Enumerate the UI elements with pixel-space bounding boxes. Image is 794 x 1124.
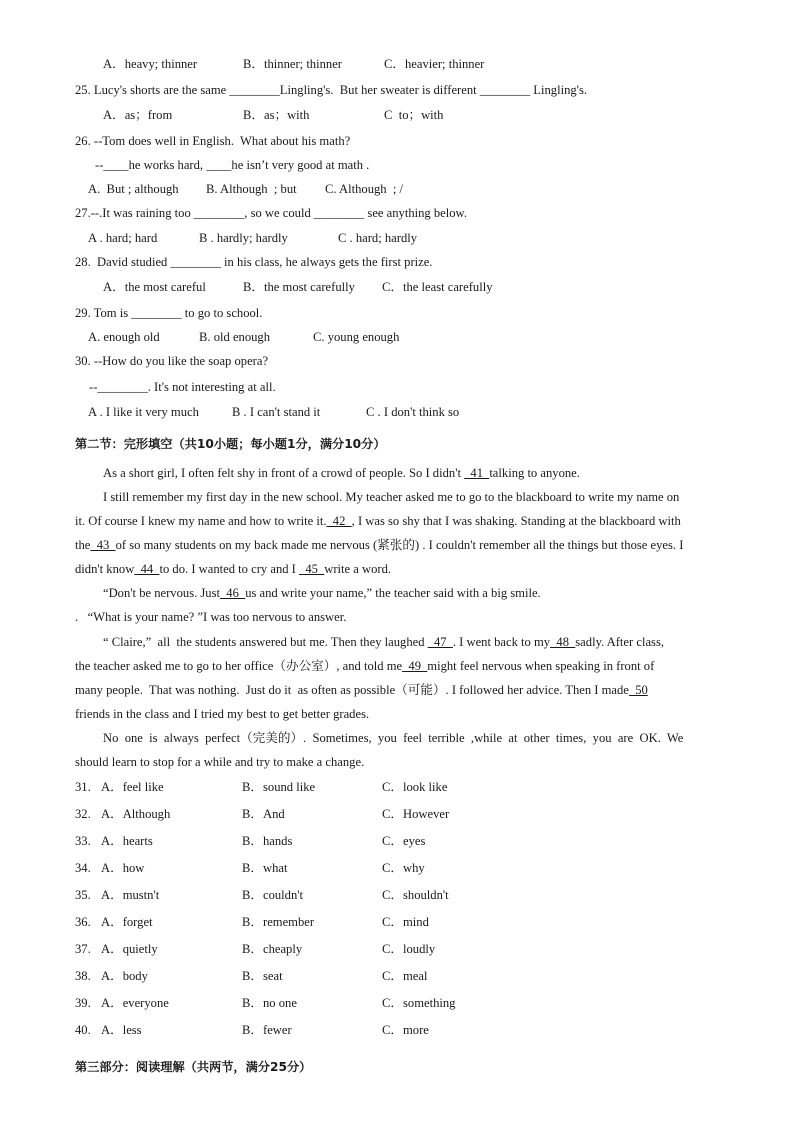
q25-option-b: B．as；with xyxy=(243,108,310,122)
choice-option-c: C．why xyxy=(382,861,425,875)
choice-number: 36. xyxy=(75,915,91,929)
choice-number: 32. xyxy=(75,807,91,821)
choice-option-a: A．body xyxy=(101,969,148,983)
passage-p6-line1: No one is always perfect（完美的）. Sometimes, you feel terrible ,while at other times, you are OK. We xyxy=(103,731,684,745)
passage-p2-line4: didn't know 44 to do. I wanted to cry and I 45 write a word. xyxy=(75,562,392,576)
choice-option-c: C．However xyxy=(382,807,450,821)
q24-option-a: A．heavy; thinner xyxy=(103,57,198,71)
q30-line2: --________. It's not interesting at all. xyxy=(89,380,276,394)
choice-option-c: C．meal xyxy=(382,969,428,983)
choice-option-c: C．more xyxy=(382,1023,429,1037)
q30-option-b: B . I can't stand it xyxy=(232,405,321,419)
choice-option-c: C．shouldn't xyxy=(382,888,449,902)
choice-option-b: B．remember xyxy=(242,915,315,929)
choice-number: 39. xyxy=(75,996,91,1010)
choice-option-a: A．mustn't xyxy=(101,888,160,902)
q25-option-c: C to；with xyxy=(384,108,444,122)
choice-option-b: B．hands xyxy=(242,834,293,848)
choice-number: 37. xyxy=(75,942,91,956)
passage-p5-line3: many people. That was nothing. Just do it as often as possible（可能）. I followed her advice. Then I made 50 xyxy=(75,683,648,697)
choice-option-b: B．no one xyxy=(242,996,297,1010)
q28-stem: 28. David studied ________ in his class, he always gets the first prize. xyxy=(75,255,433,269)
choice-option-a: A．everyone xyxy=(101,996,169,1010)
q24-option-c: C．heavier; thinner xyxy=(384,57,485,71)
q24-option-b: B．thinner; thinner xyxy=(243,57,342,71)
q29-option-a: A. enough old xyxy=(88,330,160,344)
section2-title: 第二节：完形填空（共10小题；每小题1分，满分10分） xyxy=(75,437,386,451)
passage-p4: . “What is your name? ”I was too nervous to answer. xyxy=(75,610,347,624)
q28-option-b: B．the most carefully xyxy=(243,280,355,294)
choice-option-b: B．what xyxy=(242,861,288,875)
q29-stem: 29. Tom is ________ to go to school. xyxy=(75,306,263,320)
passage-p1: As a short girl, I often felt shy in front of a crowd of people. So I didn't 41 talking to anyone. xyxy=(103,466,580,480)
choice-number: 33. xyxy=(75,834,91,848)
q26-option-c: C. Although ; / xyxy=(325,182,404,196)
choice-option-a: A．feel like xyxy=(101,780,164,794)
q30-option-a: A . I like it very much xyxy=(88,405,199,419)
q26-option-a: A. But ; although xyxy=(88,182,179,196)
q25-option-a: A．as；from xyxy=(103,108,173,122)
choice-option-b: B．sound like xyxy=(242,780,316,794)
passage-p6-line2: should learn to stop for a while and try to make a change. xyxy=(75,755,365,769)
q26-stem: 26. --Tom does well in English. What about his math? xyxy=(75,134,351,148)
choice-option-c: C．eyes xyxy=(382,834,426,848)
choice-option-a: A．Although xyxy=(101,807,171,821)
choice-option-c: C．loudly xyxy=(382,942,436,956)
choice-option-c: C．look like xyxy=(382,780,448,794)
q27-stem: 27.--.It was raining too ________, so we could ________ see anything below. xyxy=(75,206,467,220)
q30-stem: 30. --How do you like the soap opera? xyxy=(75,354,269,368)
q29-option-b: B. old enough xyxy=(199,330,271,344)
choice-option-b: B．And xyxy=(242,807,285,821)
passage-p2-line2: it. Of course I knew my name and how to write it. 42 , I was so shy that I was shaking. Standing at the blackboard with xyxy=(75,514,681,528)
choice-option-a: A．less xyxy=(101,1023,142,1037)
choice-number: 34. xyxy=(75,861,91,875)
q28-option-c: C．the least carefully xyxy=(382,280,493,294)
passage-p2-line1: I still remember my first day in the new school. My teacher asked me to go to the blackboard to write my name on xyxy=(103,490,680,504)
choice-option-b: B．cheaply xyxy=(242,942,303,956)
q26-option-b: B. Although ; but xyxy=(206,182,297,196)
q27-option-c: C . hard; hardly xyxy=(338,231,418,245)
choice-number: 35. xyxy=(75,888,91,902)
q25-stem: 25. Lucy's shorts are the same ________Lingling's. But her sweater is different ________ Lingling's. xyxy=(75,83,587,97)
q27-option-a: A . hard; hard xyxy=(88,231,158,245)
choice-option-c: C．something xyxy=(382,996,456,1010)
q28-option-a: A．the most careful xyxy=(103,280,206,294)
q29-option-c: C. young enough xyxy=(313,330,400,344)
choice-option-a: A．hearts xyxy=(101,834,153,848)
q27-option-b: B . hardly; hardly xyxy=(199,231,288,245)
choice-number: 40. xyxy=(75,1023,91,1037)
choice-option-a: A．forget xyxy=(101,915,153,929)
choice-option-a: A．quietly xyxy=(101,942,158,956)
choice-option-b: B．couldn't xyxy=(242,888,304,902)
choice-number: 31. xyxy=(75,780,91,794)
passage-p3: “Don't be nervous. Just 46 us and write your name,” the teacher said with a big smile. xyxy=(103,586,541,600)
choice-option-c: C．mind xyxy=(382,915,429,929)
choice-number: 38. xyxy=(75,969,91,983)
section3-title: 第三部分：阅读理解（共两节，满分25分） xyxy=(75,1060,312,1074)
choice-option-b: B．seat xyxy=(242,969,283,983)
passage-p2-line3: the 43 of so many students on my back made me nervous (紧张的) . I couldn't remember all the things but those eyes. I xyxy=(75,538,684,552)
passage-p5-line1: “ Claire,” all the students answered but me. Then they laughed 47 . I went back to my 48 sadly. After class, xyxy=(103,635,664,649)
q30-option-c: C . I don't think so xyxy=(366,405,460,419)
q26-line2: --____he works hard, ____he isn’t very good at math . xyxy=(95,158,370,172)
passage-p5-line4: friends in the class and I tried my best to get better grades. xyxy=(75,707,370,721)
choice-option-b: B．fewer xyxy=(242,1023,292,1037)
passage-p5-line2: the teacher asked me to go to her office（办公室）, and told me 49 might feel nervous when speaking in front of xyxy=(75,659,655,673)
choice-option-a: A．how xyxy=(101,861,145,875)
